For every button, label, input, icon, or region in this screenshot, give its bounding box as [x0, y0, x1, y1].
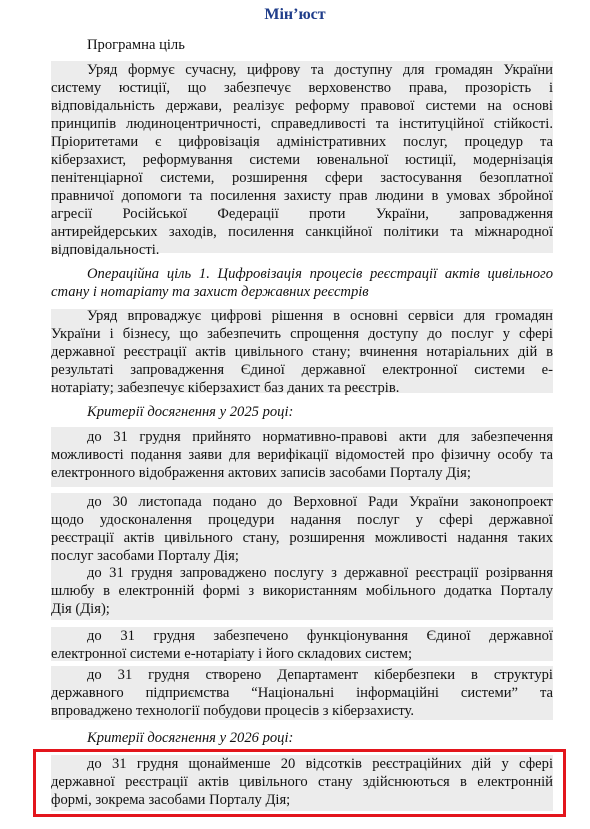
criterion-line: Дія (Дія);	[51, 601, 110, 617]
goal-text-line: кіберзахист, реформування системи ювенальної юстиції, модернізація	[51, 152, 553, 168]
criterion-line: можливості подання заяви для верифікації відомостей про фізичну особу та	[51, 447, 553, 463]
criterion-line: електронного відображення актових записів засобами Порталу Дія;	[51, 465, 471, 481]
goal-text-line: агресії Російської Федерації проти України, запровадження	[51, 206, 553, 222]
criterion-line: шлюбу в електронній формі з використанням мобільного додатка Порталу	[51, 583, 553, 599]
goal-text-line: антирейдерських заходів, посилення санкційної політики та міжнародної	[51, 224, 553, 240]
criterion-line: формі, зокрема засобами Порталу Дія;	[51, 792, 291, 808]
criterion-line: державного підприємства “Національні інформаційні системи” та	[51, 685, 553, 701]
criterion-line: щодо удосконалення процедури надання послуг у сфері державної	[51, 512, 553, 528]
operational-goal-heading: Операційна ціль 1. Цифровізація процесів реєстрації актів цивільного	[87, 266, 553, 282]
operational-goal-heading: стану і нотаріату та захист державних реєстрів	[51, 284, 369, 300]
page-title: Мін’юст	[264, 6, 326, 23]
criterion-line: до 31 грудня запроваджено послугу з державної реєстрації розірвання	[87, 565, 553, 581]
goal-text-line: правничої допомоги та посилення захисту прав людини в умовах збройної	[51, 188, 553, 204]
criteria-2026-heading: Критерії досягнення у 2026 році:	[87, 730, 294, 746]
criterion-line: впроваджено технології побудови процесів з кіберзахисту.	[51, 703, 415, 719]
criterion-line: державної реєстрації актів цивільного стану здійснюються в електронній	[51, 774, 553, 790]
criterion-line: до 30 листопада подано до Верховної Ради України законопроект	[87, 494, 553, 510]
op-goal-text-line: Уряд впроваджує цифрові рішення в основні сервіси для громадян	[87, 308, 553, 324]
criteria-2025-heading: Критерії досягнення у 2025 році:	[87, 404, 294, 420]
criterion-line: до 31 грудня прийнято нормативно-правові акти для забезпечення	[87, 429, 553, 445]
criterion-line: до 31 грудня створено Департамент кібербезпеки в структурі	[87, 667, 553, 683]
goal-text-line: відповідальності.	[51, 242, 160, 258]
criterion-line: до 31 грудня забезпечено функціонування Єдиної державної	[87, 628, 553, 644]
goal-text-line: Уряд формує сучасну, цифрову та доступну для громадян України	[87, 62, 553, 78]
goal-text-line: Пріоритетами є цифровізація адміністративних послуг, процедур та	[51, 134, 553, 150]
goal-heading: Програмна ціль	[87, 37, 185, 53]
op-goal-text-line: результаті запровадження Єдиної державної електронної системи е-	[51, 362, 553, 378]
criterion-line: до 31 грудня щонайменше 20 відсотків реєстраційних дій у сфері	[87, 756, 553, 772]
goal-text-line: відповідальність держави, реалізує реформу правової системи на основі	[51, 98, 553, 114]
criterion-line: електронної системи е-нотаріату і його складових систем;	[51, 646, 413, 662]
goal-text-line: принципів людиноцентричності, справедливості та інституційної стійкості.	[51, 116, 553, 132]
op-goal-text-line: нотаріату; забезпечує кіберзахист баз даних та реєстрів.	[51, 380, 400, 396]
criterion-line: послуг засобами Порталу Дія;	[51, 548, 239, 564]
criterion-line: реєстрації актів цивільного стану, розширення можливості надання таких	[51, 530, 553, 546]
goal-text-line: пенітенціарної системи, розширення сфери застосування безоплатної	[51, 170, 553, 186]
op-goal-text-line: державної реєстрації актів цивільного стану; вчинення нотаріальних дій в	[51, 344, 553, 360]
goal-text-line: систему юстиції, що забезпечує верховенство права, прозорість і	[51, 80, 553, 96]
red-highlight-box	[33, 749, 566, 817]
op-goal-text-line: України і бізнесу, що забезпечить спрощення доступу до послуг у сфері	[51, 326, 553, 342]
